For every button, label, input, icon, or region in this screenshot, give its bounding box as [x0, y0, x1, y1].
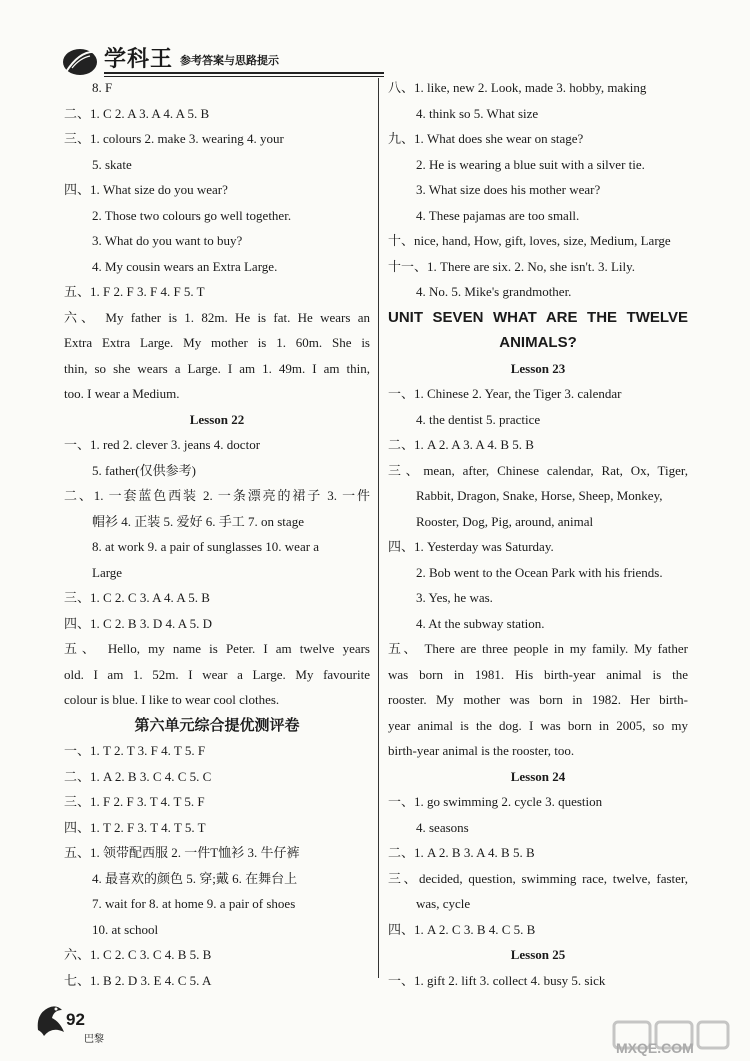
answer-line: UNIT SEVEN WHAT ARE THE TWELVE: [388, 308, 688, 326]
answer-line: 一、1. T 2. T 3. F 4. T 5. F: [64, 743, 206, 758]
answer-line: 4. 最喜欢的颜色 5. 穿;戴 6. 在舞台上: [92, 870, 298, 886]
answer-line: 一、1. gift 2. lift 3. collect 4. busy 5. sick: [388, 972, 606, 988]
answer-line: 3. What do you want to buy?: [92, 233, 243, 248]
answer-line: 帽衫 4. 正装 5. 爱好 6. 手工 7. on stage: [92, 513, 304, 529]
answer-line: 2. Those two colours go well together.: [92, 207, 292, 223]
answer-line: 二、1. A 2. B 3. A 4. B 5. B: [388, 845, 535, 860]
answer-line: 3. What size does his mother wear?: [416, 182, 601, 197]
leaf-logo-icon: [60, 44, 100, 78]
answer-line: 一、1. red 2. clever 3. jeans 4. doctor: [64, 437, 261, 452]
answer-line: Rabbit, Dragon, Snake, Horse, Sheep, Monkey,: [416, 488, 663, 503]
answer-line: 六、 My father is 1. 82m. He is fat. He wears an: [64, 309, 370, 325]
answer-line: Lesson 24: [510, 768, 566, 784]
answer-line: 三、1. F 2. F 3. T 4. T 5. F: [64, 794, 205, 809]
answer-line: 五、1. 领带配西服 2. 一件T恤衫 3. 牛仔裤: [64, 845, 300, 860]
logo-text: 学科王: [104, 46, 174, 72]
answer-line: 四、1. What size do you wear?: [64, 182, 228, 197]
answer-line: 五、 Hello, my name is Peter. I am twelve years: [64, 641, 370, 656]
answer-line: 4. My cousin wears an Extra Large.: [92, 258, 278, 274]
answer-line: 4. think so 5. What size: [416, 105, 539, 121]
answer-line: 五、1. F 2. F 3. F 4. F 5. T: [64, 284, 205, 299]
answer-line: 5. father(仅供参考): [92, 462, 196, 478]
page-header: [60, 40, 330, 80]
answer-line: year animal is the dog. I was born in 2005, so my: [388, 717, 688, 733]
answer-line: 一、1. go swimming 2. cycle 3. question: [388, 794, 603, 809]
answer-line: Lesson 22: [189, 411, 245, 427]
answer-line: birth-year animal is the rooster, too.: [388, 743, 575, 758]
left-column: [64, 75, 370, 993]
answer-line: 4. These pajamas are too small.: [416, 207, 580, 223]
answer-line: Rooster, Dog, Pig, around, animal: [416, 513, 594, 529]
answer-line: 三、decided, question, swimming race, twelve, faster,: [388, 870, 688, 886]
answer-line: thin, so she wears a Large. I am 1. 49m. I am thin,: [64, 360, 370, 376]
answer-line: 六、1. C 2. C 3. C 4. B 5. B: [64, 947, 212, 962]
answer-line: too. I wear a Medium.: [64, 386, 180, 401]
answer-line: 4. At the subway station.: [416, 615, 545, 631]
answer-line: 4. seasons: [416, 819, 469, 835]
answer-line: 七、1. B 2. D 3. E 4. C 5. A: [64, 972, 212, 988]
answer-line: 3. Yes, he was.: [416, 590, 493, 605]
answer-line: Large: [92, 564, 123, 580]
answer-line: 八、1. like, new 2. Look, made 3. hobby, making: [388, 80, 647, 95]
answer-line: old. I am 1. 52m. I wear a Large. My favourite: [64, 666, 370, 682]
answer-line: Lesson 23: [510, 360, 566, 376]
answer-line: 二、1. A 2. B 3. C 4. C 5. C: [64, 768, 212, 784]
header-subtitle: 参考答案与思路提示: [180, 54, 279, 67]
header-rule: [104, 72, 384, 74]
answer-line: 4. No. 5. Mike's grandmother.: [416, 284, 572, 299]
answer-line: 7. wait for 8. at home 9. a pair of shoes: [92, 896, 296, 911]
answer-line: Extra Extra Large. My mother is 1. 60m. She is: [64, 335, 370, 350]
answer-line: 2. Bob went to the Ocean Park with his friends.: [416, 564, 663, 580]
answer-line: 四、1. A 2. C 3. B 4. C 5. B: [388, 921, 536, 937]
answer-line: 2. He is wearing a blue suit with a silver tie.: [416, 156, 645, 172]
answer-line: 4. the dentist 5. practice: [416, 411, 541, 427]
answer-line: 8. at work 9. a pair of sunglasses 10. wear a: [92, 539, 320, 554]
answer-line: 二、1. C 2. A 3. A 4. A 5. B: [64, 105, 210, 121]
answer-line: 五、 There are three people in my family. My father: [388, 641, 688, 656]
answer-line: 第六单元综合提优测评卷: [134, 716, 300, 734]
answer-line: 三、mean, after, Chinese calendar, Rat, Ox, Tiger,: [388, 462, 688, 478]
answer-line: was born in 1981. His birth-year animal is the: [388, 666, 688, 682]
answer-line: 四、1. C 2. B 3. D 4. A 5. D: [64, 615, 213, 631]
answer-line: 十一、1. There are six. 2. No, she isn't. 3. Lily.: [388, 258, 636, 274]
answer-line: 二、1. 一套蓝色西装 2. 一条漂亮的裙子 3. 一件: [64, 488, 370, 503]
answer-line: Lesson 25: [510, 947, 566, 962]
answer-line: ANIMALS?: [499, 334, 577, 351]
answer-line: 四、1. T 2. F 3. T 4. T 5. T: [64, 819, 206, 835]
answer-line: 三、1. colours 2. make 3. wearing 4. your: [64, 131, 284, 146]
answer-line: rooster. My mother was born in 1982. Her birth-: [388, 692, 688, 707]
column-divider: [378, 78, 379, 978]
watermark-text: MXQE.COM: [616, 1040, 694, 1056]
answer-line: colour is blue. I like to wear cool clothes.: [64, 692, 280, 707]
bird-icon: [34, 1000, 68, 1040]
answer-line: 九、1. What does she wear on stage?: [388, 131, 584, 146]
answer-line: 十、nice, hand, How, gift, loves, size, Medium, Large: [388, 233, 671, 248]
right-column: [388, 75, 688, 993]
answer-line: 三、1. C 2. C 3. A 4. A 5. B: [64, 590, 210, 605]
answer-line: 二、1. A 2. A 3. A 4. B 5. B: [388, 437, 534, 452]
answer-line: 8. F: [92, 80, 113, 95]
answer-line: 5. skate: [92, 156, 132, 172]
page-tag: 巴黎: [84, 1034, 104, 1045]
answer-line: 四、1. Yesterday was Saturday.: [388, 539, 554, 554]
answer-line: 一、1. Chinese 2. Year, the Tiger 3. calendar: [388, 386, 622, 401]
answer-line: was, cycle: [416, 896, 471, 911]
answer-line: 10. at school: [92, 921, 159, 937]
page-number: 92: [66, 1010, 85, 1029]
